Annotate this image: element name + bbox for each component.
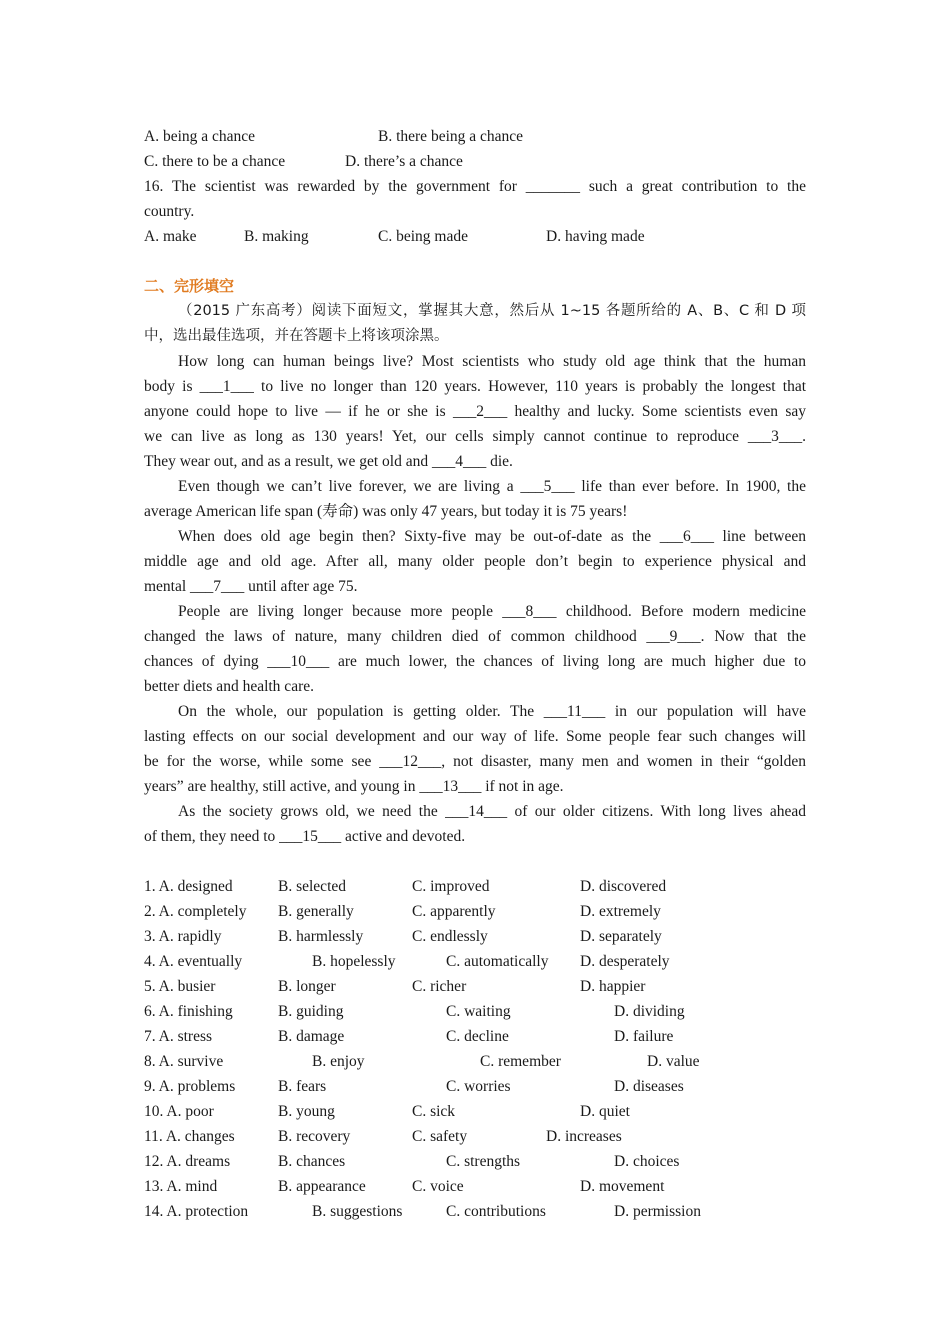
option-c: C. contributions (446, 1203, 546, 1220)
passage-line-20: of them, they need to ___15___ active and devoted. (144, 828, 466, 845)
passage-line-1: How long can human beings live? Most scientists who study old age think that the human (178, 353, 806, 370)
option-b: B. appearance (278, 1178, 366, 1195)
passage-line-10: mental ___7___ until after age 75. (144, 578, 358, 595)
option-c: C. automatically (446, 953, 549, 970)
option-b: B. hopelessly (312, 953, 396, 970)
option-b: B. damage (278, 1028, 345, 1045)
option-c: C. remember (480, 1053, 561, 1070)
option-a: 6. A. finishing (144, 1003, 233, 1020)
passage-line-8: When does old age begin then? Sixty-five may be out-of-date as the ___6___ line between (178, 528, 806, 545)
option-c: C. improved (412, 878, 490, 895)
q16-option-c: C. being made (378, 228, 468, 245)
passage-line-6: Even though we can’t live forever, we are living a ___5___ life than ever before. In 1900, the (178, 478, 806, 495)
option-d: D. happier (580, 978, 646, 995)
option-c: C. apparently (412, 903, 496, 920)
options-row-11 (144, 1124, 806, 1149)
option-a: 11. A. changes (144, 1128, 235, 1145)
option-c: C. richer (412, 978, 467, 995)
option-a: 12. A. dreams (144, 1153, 231, 1170)
section-intro-line-1: （2015 广东高考）阅读下面短文，掌握其大意，然后从 1~15 各题所给的 A、B、C 和 D 项 (178, 303, 806, 319)
option-b: B. selected (278, 878, 347, 895)
option-a: 3. A. rapidly (144, 928, 222, 945)
section-intro-line-2: 中，选出最佳选项，并在答题卡上将该项涂黑。 (144, 328, 449, 344)
options-row-10 (144, 1099, 806, 1124)
option-b: B. enjoy (312, 1053, 365, 1070)
option-d: D. dividing (614, 1003, 685, 1020)
option-c: C. voice (412, 1178, 464, 1195)
passage-line-3: anyone could hope to live — if he or she is ___2___ healthy and lucky. Some scientists even say (144, 403, 806, 420)
options-row-1 (144, 874, 806, 899)
q15-option-b: B. there being a chance (378, 128, 524, 145)
option-d: D. diseases (614, 1078, 684, 1095)
q16-stem-line-1: 16. The scientist was rewarded by the government for _______ such a great contribution to the (144, 178, 806, 195)
option-a: 4. A. eventually (144, 953, 243, 970)
option-b: B. fears (278, 1078, 327, 1095)
passage-line-16: lasting effects on our social development and our way of life. Some people fear such changes will (144, 728, 806, 745)
options-row-13 (144, 1174, 806, 1199)
passage-line-9: middle age and old age. After all, many older people don’t begin to experience physical and (144, 553, 806, 570)
option-a: 13. A. mind (144, 1178, 218, 1195)
option-a: 5. A. busier (144, 978, 216, 995)
option-d: D. separately (580, 928, 662, 945)
option-d: D. permission (614, 1203, 701, 1220)
option-c: C. safety (412, 1128, 468, 1145)
q15-options-row-2 (144, 149, 806, 174)
option-c: C. decline (446, 1028, 509, 1045)
option-c: C. endlessly (412, 928, 488, 945)
passage-line-12: changed the laws of nature, many children died of common childhood ___9___. Now that the (144, 628, 806, 645)
passage-line-11: People are living longer because more people ___8___ childhood. Before modern medicine (178, 603, 806, 620)
passage-line-5: They wear out, and as a result, we get old and ___4___ die. (144, 453, 513, 470)
section-heading: 二、完形填空 (144, 277, 235, 295)
option-b: B. chances (278, 1153, 346, 1170)
option-d: D. value (647, 1053, 700, 1070)
option-a: 1. A. designed (144, 878, 233, 895)
passage-line-7: average American life span (寿命) was only 47 years, but today it is 75 years! (144, 503, 628, 520)
option-d: D. discovered (580, 878, 667, 895)
q15-option-c: C. there to be a chance (144, 153, 286, 170)
option-d: D. quiet (580, 1103, 630, 1120)
option-d: D. movement (580, 1178, 665, 1195)
q15-option-a: A. being a chance (144, 128, 256, 145)
option-d: D. desperately (580, 953, 670, 970)
options-row-5 (144, 974, 806, 999)
option-b: B. harmlessly (278, 928, 364, 945)
option-b: B. recovery (278, 1128, 351, 1145)
passage-line-14: better diets and health care. (144, 678, 314, 695)
options-row-7 (144, 1024, 806, 1049)
option-a: 9. A. problems (144, 1078, 236, 1095)
option-c: C. worries (446, 1078, 511, 1095)
passage-line-15: On the whole, our population is getting older. The ___11___ in our population will have (178, 703, 806, 720)
option-b: B. generally (278, 903, 354, 920)
passage-line-2: body is ___1___ to live no longer than 120 years. However, 110 years is probably the longest that (144, 378, 806, 395)
q16-options-row (144, 224, 806, 249)
q15-option-d: D. there’s a chance (345, 153, 463, 170)
option-c: C. strengths (446, 1153, 521, 1170)
options-row-3 (144, 924, 806, 949)
option-b: B. young (278, 1103, 335, 1120)
option-a: 2. A. completely (144, 903, 247, 920)
q16-option-d: D. having made (546, 228, 645, 245)
options-row-4 (144, 949, 806, 974)
option-c: C. sick (412, 1103, 456, 1120)
option-a: 8. A. survive (144, 1053, 224, 1070)
options-row-2 (144, 899, 806, 924)
q16-option-a: A. make (144, 228, 197, 245)
options-row-8 (144, 1049, 806, 1074)
passage-line-19: As the society grows old, we need the ___14___ of our older citizens. With long lives ahead (178, 803, 806, 820)
option-c: C. waiting (446, 1003, 511, 1020)
options-row-14 (144, 1199, 806, 1224)
passage-line-4: we can live as long as 130 years! Yet, our cells simply cannot continue to reproduce ___3___. (144, 428, 806, 445)
q16-stem-line-2: country. (144, 203, 195, 220)
option-b: B. guiding (278, 1003, 344, 1020)
option-a: 14. A. protection (144, 1203, 249, 1220)
option-d: D. extremely (580, 903, 661, 920)
q15-options-row-1 (144, 124, 806, 149)
options-row-12 (144, 1149, 806, 1174)
passage-line-17: be for the worse, while some see ___12___, not disaster, many men and women in their “golden (144, 753, 806, 770)
option-a: 10. A. poor (144, 1103, 214, 1120)
option-d: D. failure (614, 1028, 674, 1045)
spacer (144, 849, 806, 874)
option-a: 7. A. stress (144, 1028, 213, 1045)
option-b: B. suggestions (312, 1203, 403, 1220)
option-b: B. longer (278, 978, 336, 995)
option-d: D. increases (546, 1128, 622, 1145)
q16-option-b: B. making (244, 228, 309, 245)
options-row-6 (144, 999, 806, 1024)
passage-line-18: years” are healthy, still active, and young in ___13___ if not in age. (144, 778, 564, 795)
option-d: D. choices (614, 1153, 680, 1170)
passage-line-13: chances of dying ___10___ are much lower, the chances of living long are much higher due to (144, 653, 806, 670)
options-row-9 (144, 1074, 806, 1099)
document-page (144, 124, 806, 1224)
